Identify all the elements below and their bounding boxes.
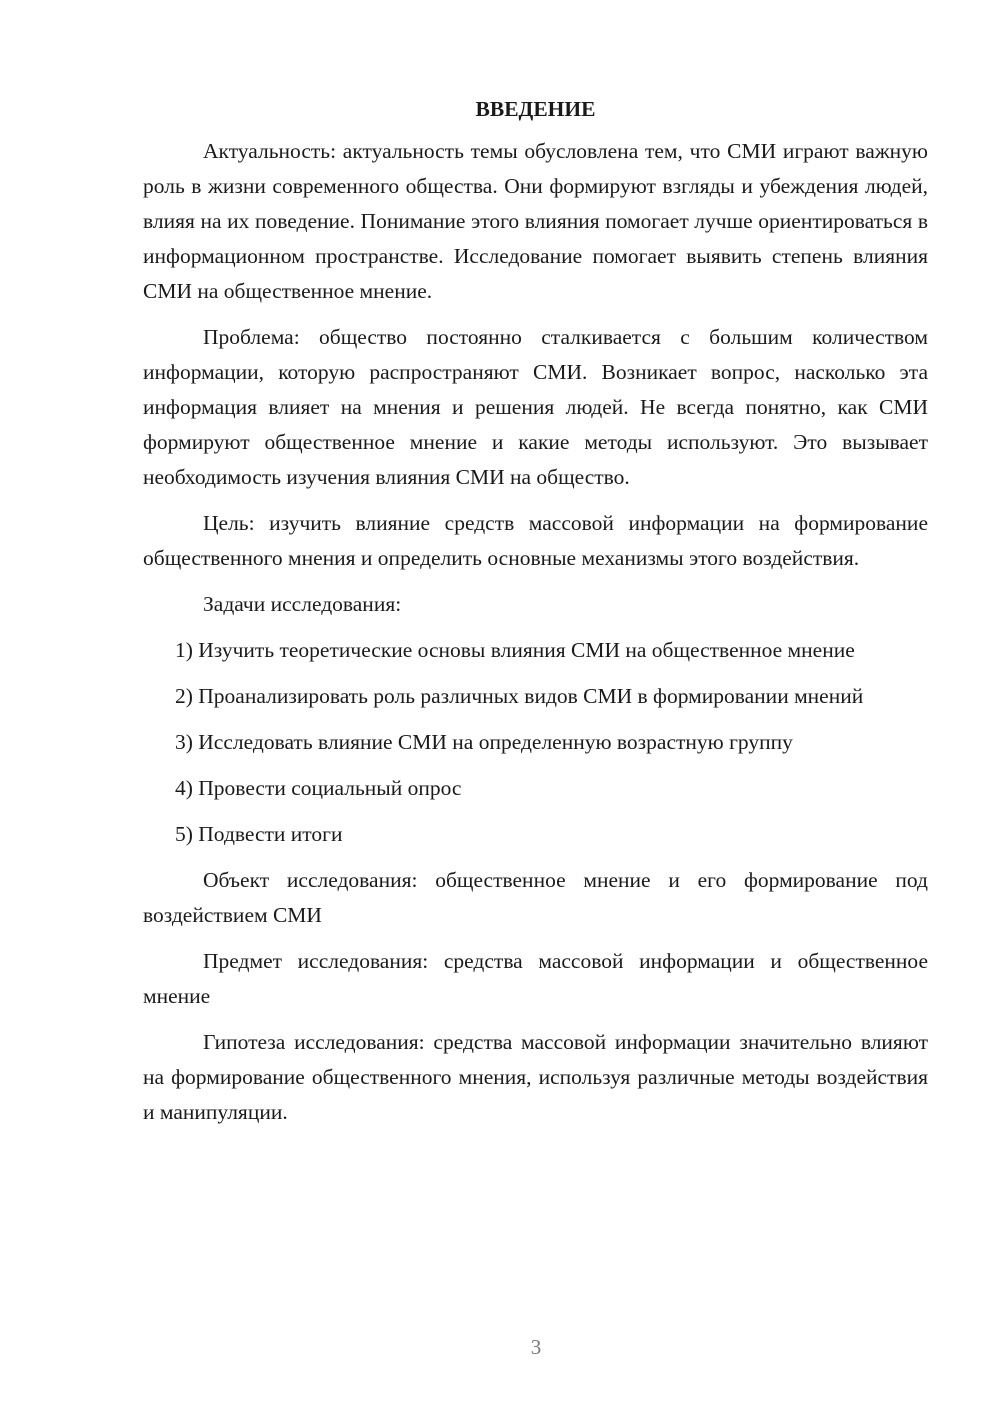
task-item: 3) Исследовать влияние СМИ на определенную возрастную группу xyxy=(175,730,793,754)
task-item: 2) Проанализировать роль различных видов СМИ в формировании мнений xyxy=(175,684,864,708)
task-item: 1) Изучить теоретические основы влияния СМИ на общественное мнение xyxy=(175,638,855,662)
page-number: 3 xyxy=(530,1335,542,1359)
page-content xyxy=(143,92,928,1141)
subject-paragraph: Предмет исследования: средства массовой информации и общественное мнение xyxy=(143,949,928,1008)
tasks-heading: Задачи исследования: xyxy=(203,592,402,616)
goal-paragraph: Цель: изучить влияние средств массовой информации на формирование общественного мнения и определить основные механизмы этого воздействия. xyxy=(143,511,928,570)
task-item: 4) Провести социальный опрос xyxy=(175,776,462,800)
object-paragraph: Объект исследования: общественное мнение и его формирование под воздействием СМИ xyxy=(143,868,928,927)
section-heading: ВВЕДЕНИЕ xyxy=(475,97,596,121)
hypothesis-paragraph: Гипотеза исследования: средства массовой информации значительно влияют на формирование общественного мнения, используя различные методы воздействия и манипуляции. xyxy=(143,1030,928,1124)
relevance-paragraph: Актуальность: актуальность темы обусловлена тем, что СМИ играют важную роль в жизни современного общества. Они формируют взгляды и убеждения людей, влияя на их поведение. Понимание этого влияния помогает лучше ориентироваться в информационном пространстве. Исследование помогает выявить степень влияния СМИ на общественное мнение. xyxy=(143,139,928,303)
task-item: 5) Подвести итоги xyxy=(175,822,343,846)
problem-paragraph: Проблема: общество постоянно сталкивается с большим количеством информации, которую распространяют СМИ. Возникает вопрос, насколько эта информация влияет на мнения и решения людей. Не всегда понятно, как СМИ формируют общественное мнение и какие методы используют. Это вызывает необходимость изучения влияния СМИ на общество. xyxy=(143,325,928,489)
